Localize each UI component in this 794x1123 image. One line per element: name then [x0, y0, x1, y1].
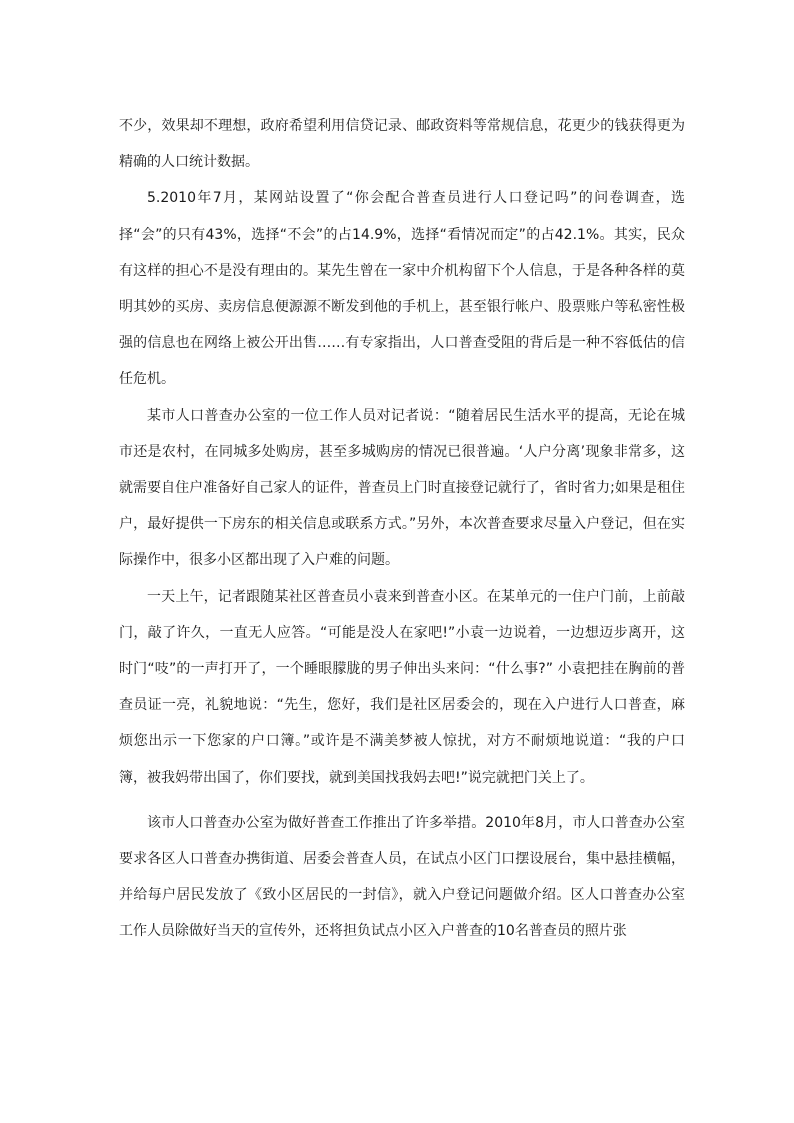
paragraph-5: 该市人口普查办公室为做好普查工作推出了许多举措。2010年8月，市人口普查办公室要求各区人口普查办携街道、居委会普查人员，在试点小区门口摆设展台，集中悬挂横幅，并给每户居民发放了《致小区居民的一封信》，就入户登记问题做介绍。区人口普查办公室工作人员除做好当天的宣传外，还将担负试点小区入户普查的10名普查员的照片张: [119, 814, 685, 940]
paragraph-2: 5.2010年7月，某网站设置了“你会配合普查员进行人口登记吗”的问卷调查，选择“会”的只有43%，选择“不会”的占14.9%，选择“看情况而定”的占42.1%。其实，民众有这样的担心不是没有理由的。某先生曾在一家中介机构留下个人信息，于是各种各样的莫明其妙的买房、卖房信息便源源不断发到他的手机上，甚至银行帐户、股票账户等私密性极强的信息也在网络上被公开出售……有专家指出，人口普查受阻的背后是一种不容低估的信任危机。: [119, 190, 685, 388]
document-body: [119, 108, 685, 950]
paragraph-1: 不少，效果却不理想，政府希望利用信贷记录、邮政资料等常规信息，花更少的钱获得更为精确的人口统计数据。: [119, 118, 685, 171]
paragraph-4: 一天上午，记者跟随某社区普查员小袁来到普查小区。在某单元的一住户门前，上前敲门，敲了许久，一直无人应答。“可能是没人在家吧!”小袁一边说着，一边想迈步离开，这时门“吱”的一声打开了，一个睡眼朦胧的男子伸出头来问：“什么事?” 小袁把挂在胸前的普查员证一亮，礼貌地说：“先生，您好，我们是社区居委会的，现在入户进行人口普查，麻烦您出示一下您家的户口簿。”或许是不满美梦被人惊扰，对方不耐烦地说道：“我的户口簿，被我妈带出国了，你们要找，就到美国找我妈去吧!”说完就把门关上了。: [119, 588, 685, 786]
paragraph-3: 某市人口普查办公室的一位工作人员对记者说：“随着居民生活水平的提高，无论在城市还是农村，在同城多处购房，甚至多城购房的情况已很普遍。‘人户分离’现象非常多，这就需要自住户准备好自己家人的证件，普查员上门时直接登记就行了，省时省力;如果是租住户，最好提供一下房东的相关信息或联系方式。”另外，本次普查要求尽量入户登记，但在实际操作中，很多小区都出现了入户难的问题。: [119, 407, 685, 569]
